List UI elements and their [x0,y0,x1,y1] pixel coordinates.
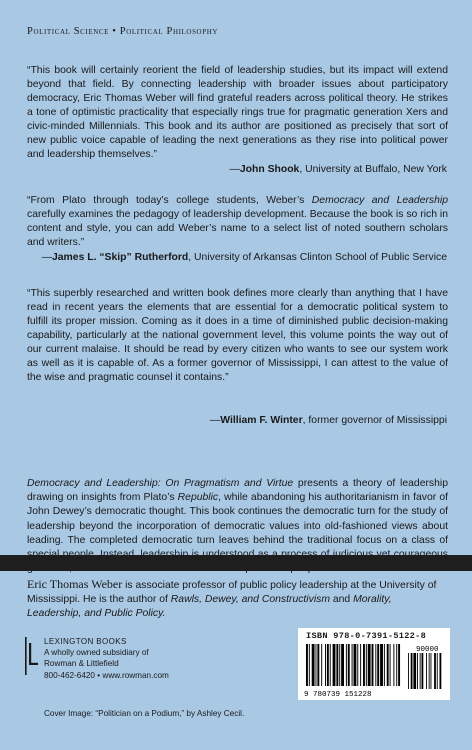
blurb-rutherford [27,194,448,250]
description-text: presents a theory of leadership drawing on insights from Plato’s [27,478,448,504]
cover-credit: Cover Image: “Politician on a Podium,” by Ashley Cecil. [44,709,245,718]
publisher-name: LEXINGTON BOOKS [44,637,127,646]
book-title: Democracy and Leadership: On Pragmatism and Virtue [27,478,294,489]
isbn-label: ISBN 978-0-7391-5122-8 [306,631,427,641]
publisher-line: Rowman & Littlefield [44,659,119,669]
book-title-rawls: Rawls, Dewey, and Constructivism [170,594,330,606]
blurb-text: “From Plato through today’s college students, Weber’s [27,195,312,206]
divider-band [0,555,472,571]
barcode-icon [304,644,444,698]
attribution-affiliation: , University at Buffalo, New York [299,164,447,175]
republic-title: Republic [177,492,219,504]
bio-text: is associate professor of public policy leadership at the University of Mississippi. He is the author of [27,580,437,606]
category-label: Political Science • Political Philosophy [27,26,219,37]
blurb-text: carefully examines the pedagogy of leadership development. Because the book is so rich in content and style, you can add Weber’s name to a select list of noted southern scholars and writers.” [27,209,448,248]
author-name: Eric Thomas Weber [27,577,123,591]
book-title-morality: Morality, Leadership, and Public Policy. [27,594,392,620]
price-code: 90000 [416,646,439,654]
publisher-info [44,636,169,681]
attribution-shook: —John Shook, University at Buffalo, New York [229,164,447,175]
barcode-box [298,628,450,700]
attribution-winter: —William F. Winter, former governor of Mississippi [209,415,447,426]
barcode-digits: 9 780739 151228 [304,691,372,698]
attribution-name: James L. “Skip” Rutherford [52,252,189,263]
attribution-affiliation: , former governor of Mississippi [302,415,447,426]
blurb-shook: “This book will certainly reorient the field of leadership studies, but its impact will extend beyond that field. By connecting leadership with broader issues about participatory democracy, Eric Thomas Weber will find grateful readers across political theory. He strikes a tone of optimistic practicality that especially rings true for pragmatic generation Xers and civic-minded Millennials. This book and its author are positioned as precisely that sort of new public voice capable of leading the next generations as they rise into political power and leadership themselves.” [27,65,448,160]
attribution-affiliation: , University of Arkansas Clinton School of Public Service [188,252,447,263]
attribution-name: John Shook [239,164,300,175]
author-bio [27,577,448,622]
attribution-name: William F. Winter [220,415,303,426]
bio-text: and [329,594,354,606]
lexington-logo-icon [25,637,39,675]
book-title-italic: Democracy and Leadership [311,195,448,206]
blurb-winter: “This superbly researched and written book defines more clearly than anything that I have read in recent years the elements that are essential for a democratic political system to fulfill its proper mission. Coming as it does in a time of diminished public decision-making capability, particularly at the national government level, this volume points the way out of our current malaise. It should be read by every citizen who wants to see our system work as well as it is capable of. As a former governor of Mississippi, I can attest to the value of the wise and pragmatic counsel it contains.” [27,288,448,383]
description-text: , while abandoning his authoritarianism in favor of John Dewey’s democratic thought. This book continues the democratic turn for the study of leadership beyond the incorporation of democratic values into old-fashioned views about leading. The completed democratic turn leaves behind the traditional focus on a class of [27,492,449,546]
publisher-line: A wholly owned subsidiary of [44,648,149,658]
attribution-rutherford: —James L. “Skip” Rutherford, University of Arkansas Clinton School of Public Service [41,252,447,263]
publisher-contact: 800-462-6420 • www.rowman.com [44,670,169,680]
